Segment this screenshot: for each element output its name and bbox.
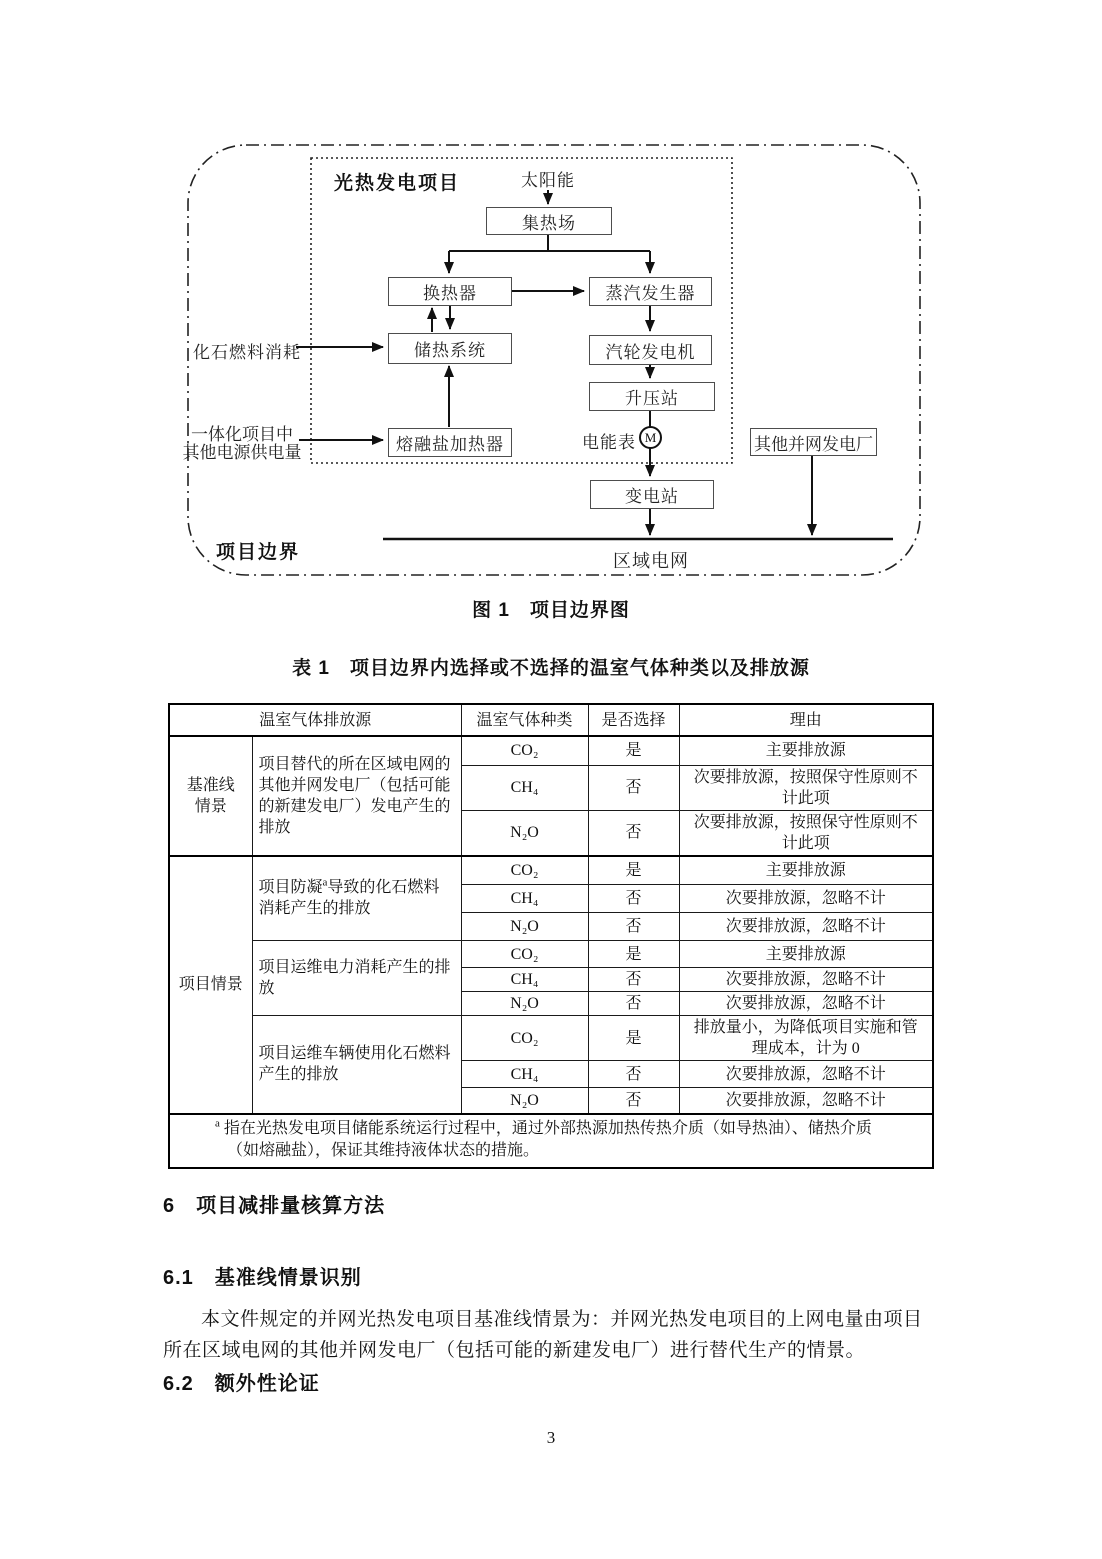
reason-cell: 次要排放源，忽略不计 xyxy=(679,992,933,1016)
page-number: 3 xyxy=(546,1428,556,1447)
table-row xyxy=(169,1016,933,1061)
reason-cell: 次要排放源，忽略不计 xyxy=(679,1061,933,1088)
header-reason: 理由 xyxy=(679,704,933,736)
footnote-marker: a xyxy=(215,1117,220,1130)
reason-cell: 次要排放源，按照保守性原则不计此项 xyxy=(679,810,933,856)
meter-label: 电能表 xyxy=(582,433,636,452)
ghg-selection-table xyxy=(168,703,934,1169)
table-footnote: $^a$ 指在光热发电项目储能系统运行过程中，通过外部热源加热传热介质（如导热油）、储热介质 （如熔融盐），保证其维持液体状态的措施。 xyxy=(169,1114,933,1168)
header-selected: 是否选择 xyxy=(588,704,679,736)
node-turbine-generator: 汽轮发电机 xyxy=(589,335,712,365)
group-baseline: 基准线 情景 xyxy=(169,736,252,856)
gas-cell: N₂O xyxy=(461,810,588,856)
selected-cell: 否 xyxy=(588,968,679,992)
gas-cell: N₂O xyxy=(461,1088,588,1114)
section-6-2-heading: 6.2 额外性论证 xyxy=(163,1373,320,1395)
group-project: 项目情景 xyxy=(169,856,252,1114)
integrated-supply-label: 一体化项目中 其他电源供电量 xyxy=(182,425,302,462)
source-baseline: 项目替代的所在区域电网的其他并网发电厂（包括可能的新建发电厂）发电产生的排放 xyxy=(252,736,461,856)
reason-cell: 排放量小，为降低项目实施和管理成本，计为 0 xyxy=(679,1016,933,1061)
reason-cell: 次要排放源，忽略不计 xyxy=(679,968,933,992)
table-row xyxy=(169,941,933,968)
node-other-grid-plants: 其他并网发电厂 xyxy=(750,428,877,456)
gas-cell: CH₄ xyxy=(461,885,588,913)
selected-cell: 否 xyxy=(588,992,679,1016)
fossil-fuel-label: 化石燃料消耗 xyxy=(193,343,301,362)
node-molten-salt-heater: 熔融盐加热器 xyxy=(388,428,512,457)
gas-cell: CH₄ xyxy=(461,765,588,810)
selected-cell: 否 xyxy=(588,810,679,856)
gas-cell: CO₂ xyxy=(461,856,588,885)
header-gas: 温室气体种类 xyxy=(461,704,588,736)
node-substation: 变电站 xyxy=(590,480,714,509)
selected-cell: 否 xyxy=(588,765,679,810)
selected-cell: 是 xyxy=(588,941,679,968)
inner-project-label: 光热发电项目 xyxy=(334,173,461,194)
selected-cell: 是 xyxy=(588,1016,679,1061)
reason-cell: 次要排放源，忽略不计 xyxy=(679,913,933,941)
reason-cell: 次要排放源，按照保守性原则不计此项 xyxy=(679,765,933,810)
table-row xyxy=(169,736,933,765)
gas-cell: N₂O xyxy=(461,992,588,1016)
selected-cell: 否 xyxy=(588,1088,679,1114)
gas-cell: CH₄ xyxy=(461,968,588,992)
selected-cell: 否 xyxy=(588,913,679,941)
node-steam-generator: 蒸汽发生器 xyxy=(589,277,712,306)
node-heat-exchanger: 换热器 xyxy=(388,277,512,306)
source-antifreeze: 项目防凝$^a$导致的化石燃料消耗产生的排放 xyxy=(252,856,461,941)
reason-cell: 主要排放源 xyxy=(679,736,933,765)
gas-cell: CO₂ xyxy=(461,736,588,765)
header-source: 温室气体排放源 xyxy=(169,704,461,736)
table-row xyxy=(169,856,933,885)
reason-cell: 主要排放源 xyxy=(679,856,933,885)
figure-caption: 图 1 项目边界图 xyxy=(472,600,630,621)
paragraph-6-1-line2: 所在区域电网的其他并网发电厂（包括可能的新建发电厂）进行替代生产的情景。 xyxy=(163,1340,866,1361)
selected-cell: 否 xyxy=(588,885,679,913)
gas-cell: CO₂ xyxy=(461,941,588,968)
section-6-heading: 6 项目减排量核算方法 xyxy=(163,1195,386,1217)
node-collector-field: 集热场 xyxy=(486,207,612,235)
meter-icon: M xyxy=(639,426,662,449)
reason-cell: 主要排放源 xyxy=(679,941,933,968)
gas-cell: CH₄ xyxy=(461,1061,588,1088)
source-om-electricity: 项目运维电力消耗产生的排放 xyxy=(252,941,461,1016)
reason-cell: 次要排放源，忽略不计 xyxy=(679,885,933,913)
project-boundary-diagram-connectors xyxy=(0,0,1102,640)
gas-cell: CO₂ xyxy=(461,1016,588,1061)
footnote-ref: a xyxy=(322,876,328,889)
source-om-vehicles: 项目运维车辆使用化石燃料产生的排放 xyxy=(252,1016,461,1114)
reason-cell: 次要排放源，忽略不计 xyxy=(679,1088,933,1114)
selected-cell: 是 xyxy=(588,736,679,765)
gas-cell: N₂O xyxy=(461,913,588,941)
inner-project-box xyxy=(311,158,732,463)
regional-grid-label: 区域电网 xyxy=(613,551,689,571)
selected-cell: 否 xyxy=(588,1061,679,1088)
section-6-1-heading: 6.1 基准线情景识别 xyxy=(163,1267,362,1289)
node-stepup-station: 升压站 xyxy=(589,382,715,411)
boundary-label: 项目边界 xyxy=(216,542,301,563)
selected-cell: 是 xyxy=(588,856,679,885)
table-header-row xyxy=(169,704,933,736)
table-caption: 表 1 项目边界内选择或不选择的温室气体种类以及排放源 xyxy=(292,658,810,679)
solar-energy-label: 太阳能 xyxy=(521,171,575,190)
table-footnote-row xyxy=(169,1114,933,1168)
node-heat-storage: 储热系统 xyxy=(388,333,512,364)
paragraph-6-1-line1: 本文件规定的并网光热发电项目基准线情景为：并网光热发电项目的上网电量由项目 xyxy=(201,1309,923,1330)
